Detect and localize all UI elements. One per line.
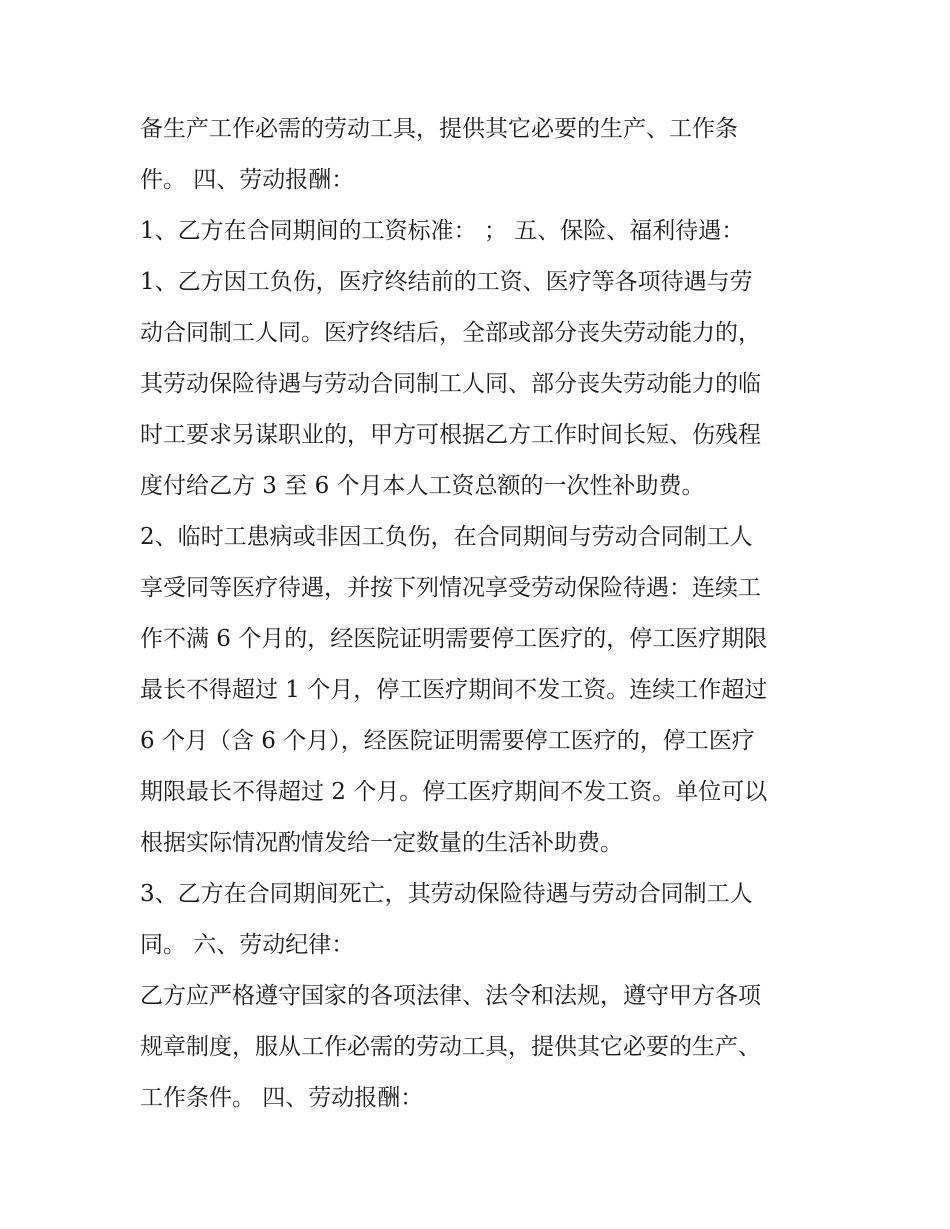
text-line: 规章制度，服从工作必需的劳动工具，提供其它必要的生产、 <box>140 1034 761 1060</box>
text-line: 1、乙方因工负伤，医疗终结前的工资、医疗等各项待遇与劳 <box>140 269 753 295</box>
text-line: 其劳动保险待遇与劳动合同制工人同、部分丧失劳动能力的临 <box>140 371 761 397</box>
text-line: 件。 四、劳动报酬： <box>140 167 355 193</box>
text-line: 2、临时工患病或非因工负伤，在合同期间与劳动合同制工人 <box>140 524 753 550</box>
text-line: 3、乙方在合同期间死亡，其劳动保险待遇与劳动合同制工人 <box>140 881 753 907</box>
text-line: 期限最长不得超过 2 个月。停工医疗期间不发工资。单位可以 <box>140 779 768 805</box>
text-line: 动合同制工人同。医疗终结后，全部或部分丧失劳动能力的， <box>140 320 761 346</box>
text-line: 根据实际情况酌情发给一定数量的生活补助费。 <box>140 830 623 856</box>
text-line: 最长不得超过 1 个月，停工医疗期间不发工资。连续工作超过 <box>140 677 768 703</box>
text-line: 享受同等医疗待遇，并按下列情况享受劳动保险待遇：连续工 <box>140 575 761 601</box>
text-line: 工作条件。 四、劳动报酬： <box>140 1085 424 1111</box>
text-line: 同。 六、劳动纪律： <box>140 932 355 958</box>
text-line: 时工要求另谋职业的，甲方可根据乙方工作时间长短、伤残程 <box>140 422 761 448</box>
text-line: 6 个月（含 6 个月），经医院证明需要停工医疗的，停工医疗 <box>140 728 755 754</box>
document-body <box>140 104 820 1124</box>
text-line: 作不满 6 个月的，经医院证明需要停工医疗的，停工医疗期限 <box>140 626 768 652</box>
text-line: 1、乙方在合同期间的工资标准： ； 五、保险、福利待遇： <box>140 218 745 244</box>
text-line: 乙方应严格遵守国家的各项法律、法令和法规，遵守甲方各项 <box>140 983 761 1009</box>
text-line: 备生产工作必需的劳动工具，提供其它必要的生产、工作条 <box>140 116 738 142</box>
text-line: 度付给乙方 3 至 6 个月本人工资总额的一次性补助费。 <box>140 473 705 499</box>
